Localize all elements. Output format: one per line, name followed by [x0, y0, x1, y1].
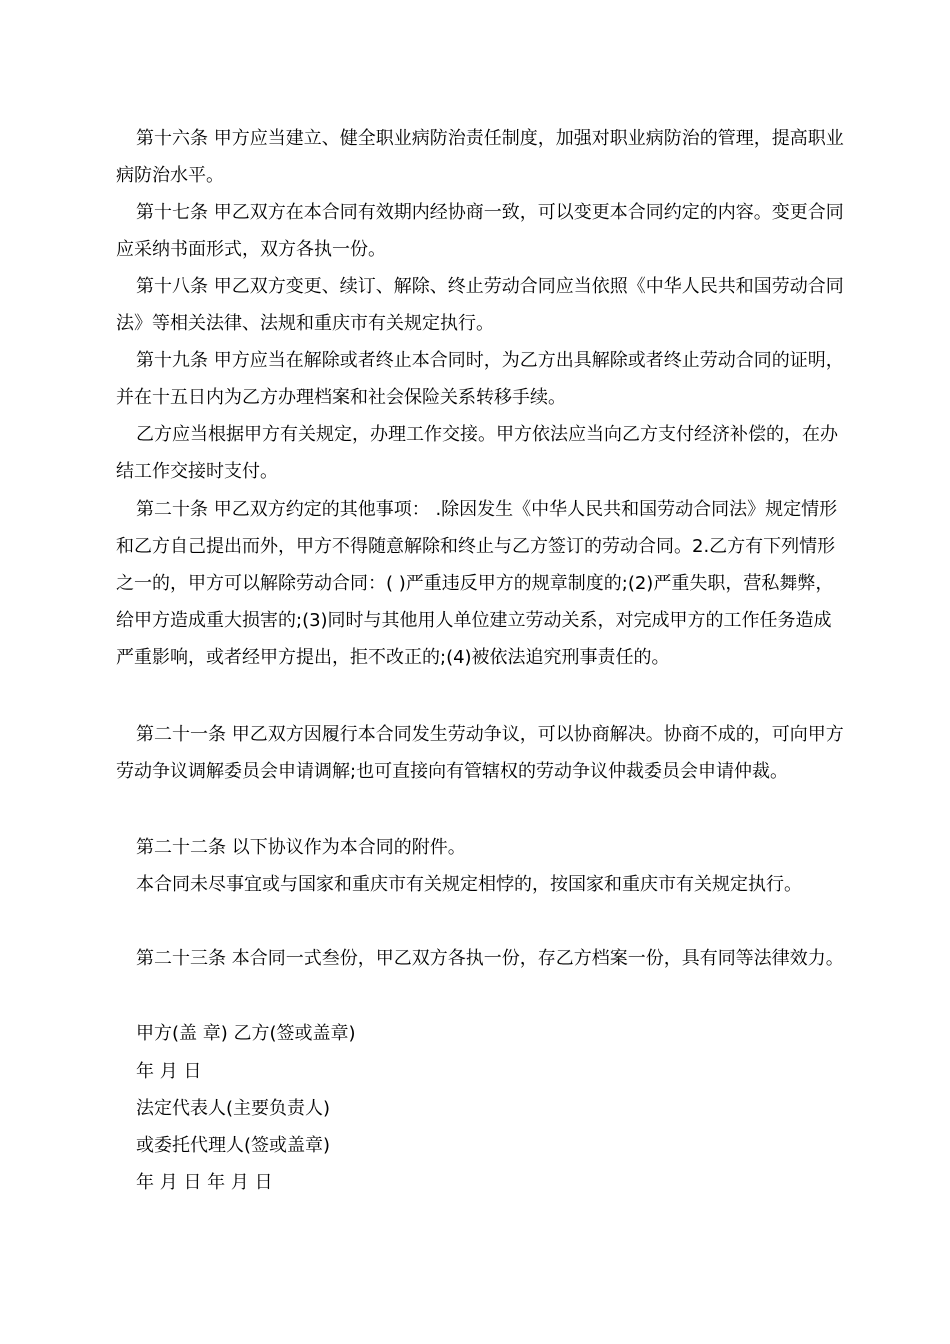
article-20: 第二十条 甲乙双方约定的其他事项： .除因发生《中华人民共和国劳动合同法》规定情形和乙方自己提出而外，甲方不得随意解除和终止与乙方签订的劳动合同。2.乙方有下列情形之一的，甲方可以解除劳动合同：( )严重违反甲方的规章制度的;(2)严重失职，营私舞弊，给甲方造成重大损害的;(3)同时与其他用人单位建立劳动关系，对完成甲方的工作任务造成严重影响，或者经甲方提出，拒不改正的;(4)被依法追究刑事责任的。: [116, 499, 838, 668]
article-16: 第十六条 甲方应当建立、健全职业病防治责任制度，加强对职业病防治的管理，提高职业病防治水平。: [116, 128, 844, 186]
signature-date-1: 年 月 日: [136, 1061, 202, 1082]
article-19: 第十九条 甲方应当在解除或者终止本合同时，为乙方出具解除或者终止劳动合同的证明，并在十五日内为乙方办理档案和社会保险关系转移手续。: [116, 350, 844, 408]
supplementary-clause: 本合同未尽事宜或与国家和重庆市有关规定相悖的，按国家和重庆市有关规定执行。: [136, 874, 802, 895]
article-21: 第二十一条 甲乙双方因履行本合同发生劳动争议，可以协商解决。协商不成的，可向甲方劳动争议调解委员会申请调解;也可直接向有管辖权的劳动争议仲裁委员会申请仲裁。: [116, 724, 844, 782]
legal-representative: 法定代表人(主要负责人): [136, 1098, 331, 1119]
article-17: 第十七条 甲乙双方在本合同有效期内经协商一致，可以变更本合同约定的内容。变更合同应采纳书面形式，双方各执一份。: [116, 202, 844, 260]
signature-parties: 甲方(盖 章) 乙方(签或盖章): [136, 1023, 356, 1044]
article-18: 第十八条 甲乙双方变更、续订、解除、终止劳动合同应当依照《中华人民共和国劳动合同法》等相关法律、法规和重庆市有关规定执行。: [116, 276, 844, 334]
signature-date-2: 年 月 日 年 月 日: [136, 1172, 273, 1193]
article-22: 第二十二条 以下协议作为本合同的附件。: [136, 837, 466, 858]
article-23: 第二十三条 本合同一式叁份，甲乙双方各执一份，存乙方档案一份，具有同等法律效力。: [136, 948, 844, 969]
article-19-handover: 乙方应当根据甲方有关规定，办理工作交接。甲方依法应当向乙方支付经济补偿的，在办结工作交接时支付。: [116, 424, 838, 482]
authorized-agent: 或委托代理人(签或盖章): [136, 1135, 331, 1156]
